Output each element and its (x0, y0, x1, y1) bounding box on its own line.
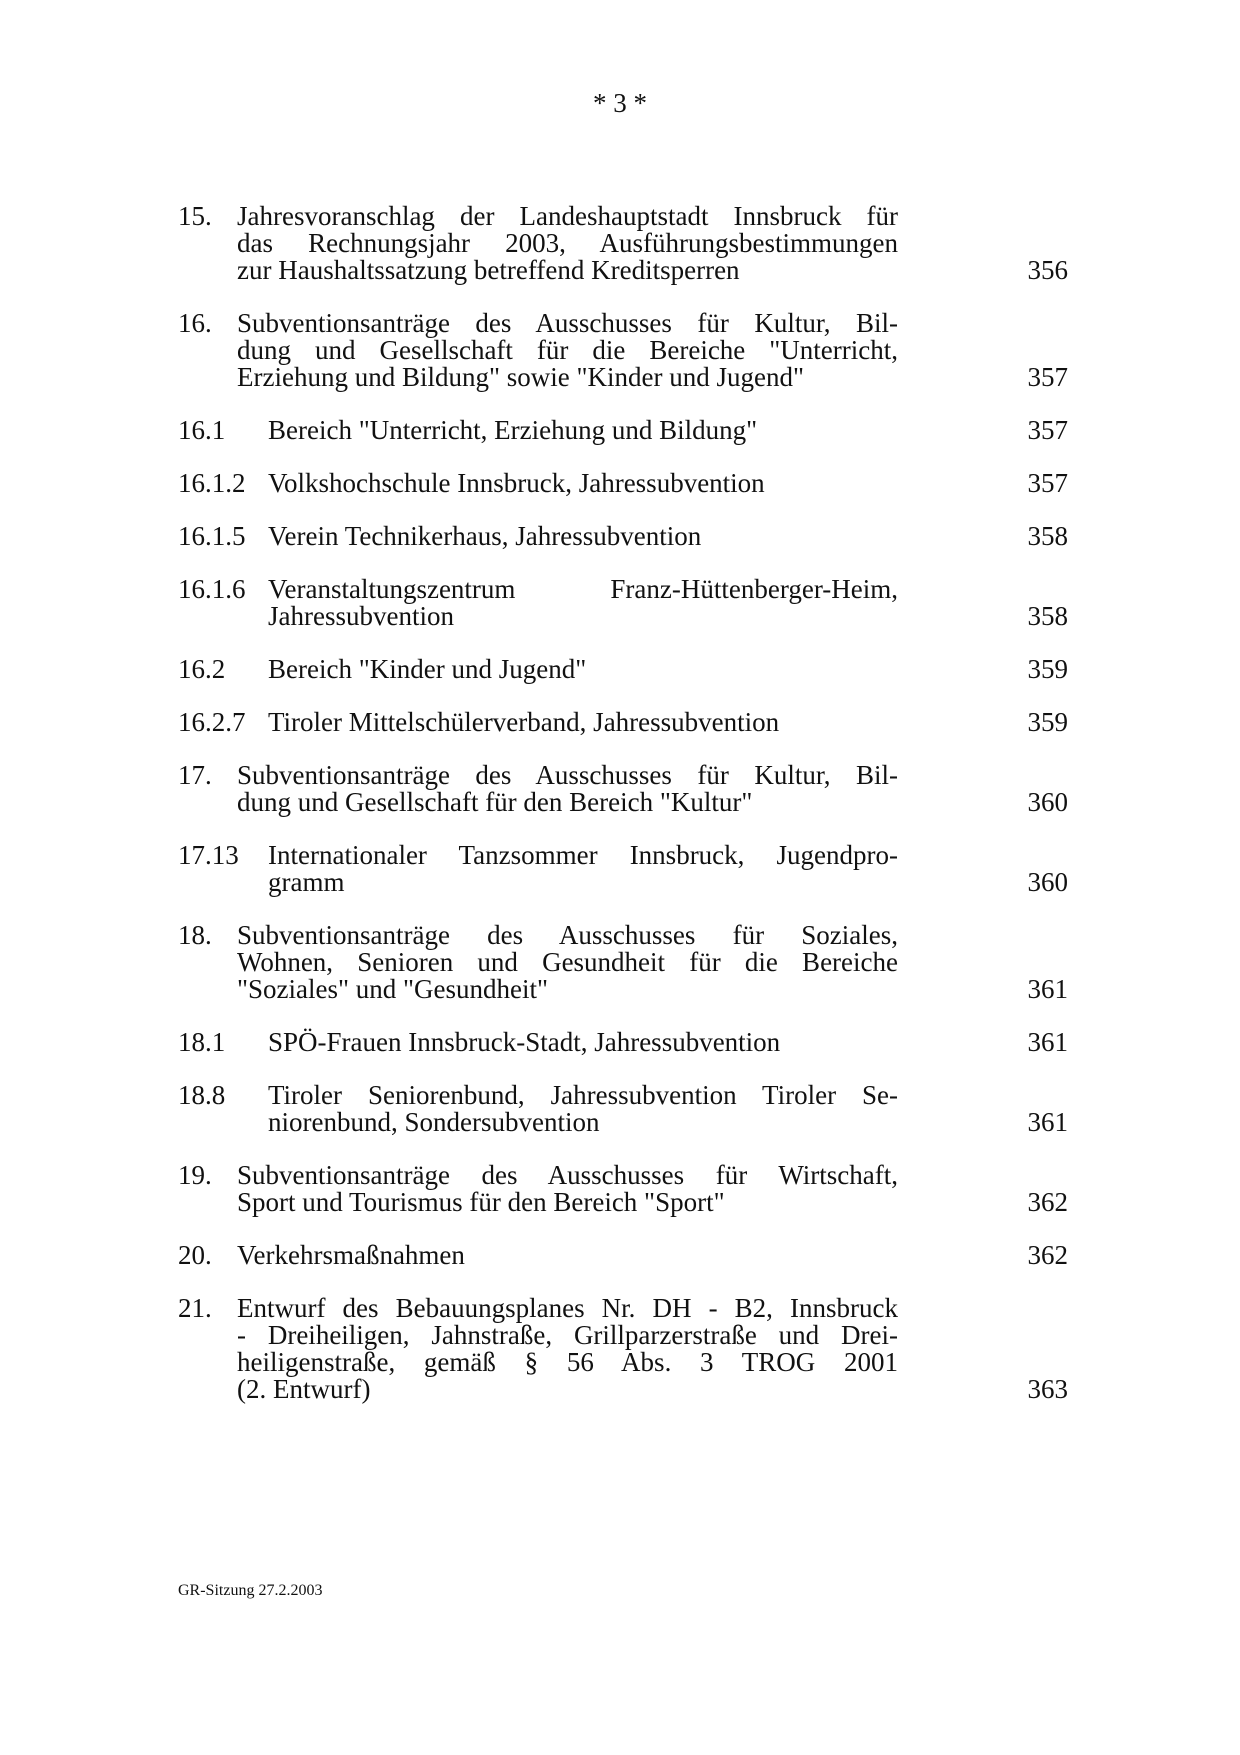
toc-entry (178, 1242, 1068, 1269)
toc-entry (178, 417, 1068, 444)
toc-entry-title (237, 203, 898, 284)
toc-entry-line: Verkehrsmaßnahmen (237, 1240, 465, 1270)
toc-entry-line: Jahresvoranschlag der Landeshauptstadt Innsbruck für (237, 201, 898, 231)
toc-entry-line: "Soziales" und "Gesundheit" (237, 974, 549, 1004)
toc-entry-line: Erziehung und Bildung" sowie "Kinder und Jugend" (237, 362, 804, 392)
toc-entry-line: Entwurf des Bebauungsplanes Nr. DH - B2, Innsbruck (237, 1293, 898, 1323)
toc-entry-line: heiligenstraße, gemäß § 56 Abs. 3 TROG 2001 (237, 1347, 898, 1377)
toc-entry (178, 1029, 1068, 1056)
toc-entry-number: 17.13 (178, 840, 239, 870)
toc-entry-page: 361 (1027, 1027, 1068, 1057)
toc-entry-title (237, 922, 898, 1003)
toc-entry-page: 360 (1027, 787, 1068, 817)
toc-entry-page: 360 (1027, 867, 1068, 897)
toc-entry (178, 203, 1068, 284)
toc-entry-number: 16.1.6 (178, 574, 246, 604)
toc-entry-title (268, 709, 898, 736)
toc-entry-title (268, 1082, 898, 1136)
toc-entry-number: 16. (178, 308, 212, 338)
toc-entry (178, 1162, 1068, 1216)
toc-entry-title (268, 1029, 898, 1056)
toc-entry-number: 16.1 (178, 415, 226, 445)
toc-entry (178, 1295, 1068, 1403)
toc-entry-line: Volkshochschule Innsbruck, Jahressubvention (268, 468, 765, 498)
toc-entry-number: 16.1.2 (178, 468, 246, 498)
toc-entry-number: 18.1 (178, 1027, 226, 1057)
toc-entry-number: 21. (178, 1293, 212, 1323)
toc-entry (178, 310, 1068, 391)
toc-entry-line: zur Haushaltssatzung betreffend Kreditsperren (237, 255, 740, 285)
toc-entry-line: Verein Technikerhaus, Jahressubvention (268, 521, 702, 551)
toc-entry-number: 16.1.5 (178, 521, 246, 551)
toc-entry (178, 842, 1068, 896)
toc-entry-page: 358 (1027, 521, 1068, 551)
toc-entry-number: 15. (178, 201, 212, 231)
toc-entry-line: Subventionsanträge des Ausschusses für Kultur, Bil- (237, 760, 898, 790)
toc-entry-line: Subventionsanträge des Ausschusses für Kultur, Bil- (237, 308, 898, 338)
toc-entry-line: Subventionsanträge des Ausschusses für Wirtschaft, (237, 1160, 898, 1190)
toc-entry-line: Sport und Tourismus für den Bereich "Sport" (237, 1187, 725, 1217)
toc-entry-number: 18.8 (178, 1080, 226, 1110)
toc-entry (178, 470, 1068, 497)
toc-entry-line: dung und Gesellschaft für den Bereich "Kultur" (237, 787, 753, 817)
toc-entry (178, 523, 1068, 550)
toc-entry (178, 1082, 1068, 1136)
toc-entry-number: 18. (178, 920, 212, 950)
toc-entry-title (268, 576, 898, 630)
toc-entry-line: niorenbund, Sondersubvention (268, 1107, 600, 1137)
page-header: * 3 * (593, 88, 647, 118)
toc-entry-title (237, 310, 898, 391)
toc-entry-line: Jahressubvention (268, 601, 454, 631)
toc-entry-page: 357 (1027, 415, 1068, 445)
toc-entry-page: 358 (1027, 601, 1068, 631)
toc-entry-page: 361 (1027, 1107, 1068, 1137)
toc-entry-page: 362 (1027, 1187, 1068, 1217)
table-of-contents (178, 203, 1068, 1429)
toc-entry-title (237, 762, 898, 816)
toc-entry-line: Tiroler Seniorenbund, Jahressubvention Tiroler Se- (268, 1080, 898, 1110)
toc-entry-title (268, 470, 898, 497)
toc-entry-line: Wohnen, Senioren und Gesundheit für die Bereiche (237, 947, 898, 977)
toc-entry-number: 16.2.7 (178, 707, 246, 737)
toc-entry (178, 576, 1068, 630)
toc-entry-line: Internationaler Tanzsommer Innsbruck, Jugendpro- (268, 840, 898, 870)
toc-entry-line: (2. Entwurf) (237, 1374, 371, 1404)
toc-entry (178, 922, 1068, 1003)
toc-entry-title (268, 523, 898, 550)
toc-entry-line: gramm (268, 867, 345, 897)
toc-entry-title (268, 417, 898, 444)
toc-entry-line: dung und Gesellschaft für die Bereiche "Unterricht, (237, 335, 898, 365)
footer: GR-Sitzung 27.2.2003 (178, 1582, 323, 1599)
toc-entry-page: 359 (1027, 707, 1068, 737)
toc-entry-line: Veranstaltungszentrum Franz-Hüttenberger-Heim, (268, 574, 898, 604)
toc-entry-line: SPÖ-Frauen Innsbruck-Stadt, Jahressubvention (268, 1027, 781, 1057)
toc-entry-title (268, 842, 898, 896)
toc-entry-page: 361 (1027, 974, 1068, 1004)
toc-entry-title (237, 1162, 898, 1216)
toc-entry-page: 357 (1027, 468, 1068, 498)
toc-entry-number: 16.2 (178, 654, 226, 684)
toc-entry-line: Subventionsanträge des Ausschusses für Soziales, (237, 920, 898, 950)
toc-entry-page: 357 (1027, 362, 1068, 392)
toc-entry-page: 359 (1027, 654, 1068, 684)
toc-entry-line: - Dreiheiligen, Jahnstraße, Grillparzerstraße und Drei- (237, 1320, 898, 1350)
toc-entry-line: Tiroler Mittelschülerverband, Jahressubvention (268, 707, 780, 737)
toc-entry-line: Bereich "Kinder und Jugend" (268, 654, 587, 684)
toc-entry-number: 19. (178, 1160, 212, 1190)
toc-entry-line: das Rechnungsjahr 2003, Ausführungsbestimmungen (237, 228, 898, 258)
toc-entry-title (237, 1242, 898, 1269)
toc-entry (178, 709, 1068, 736)
toc-entry (178, 762, 1068, 816)
toc-entry-title (268, 656, 898, 683)
toc-entry-number: 17. (178, 760, 212, 790)
toc-entry-page: 362 (1027, 1240, 1068, 1270)
toc-entry-page: 356 (1027, 255, 1068, 285)
toc-entry (178, 656, 1068, 683)
toc-entry-line: Bereich "Unterricht, Erziehung und Bildung" (268, 415, 758, 445)
toc-entry-title (237, 1295, 898, 1403)
toc-entry-number: 20. (178, 1240, 212, 1270)
toc-entry-page: 363 (1027, 1374, 1068, 1404)
